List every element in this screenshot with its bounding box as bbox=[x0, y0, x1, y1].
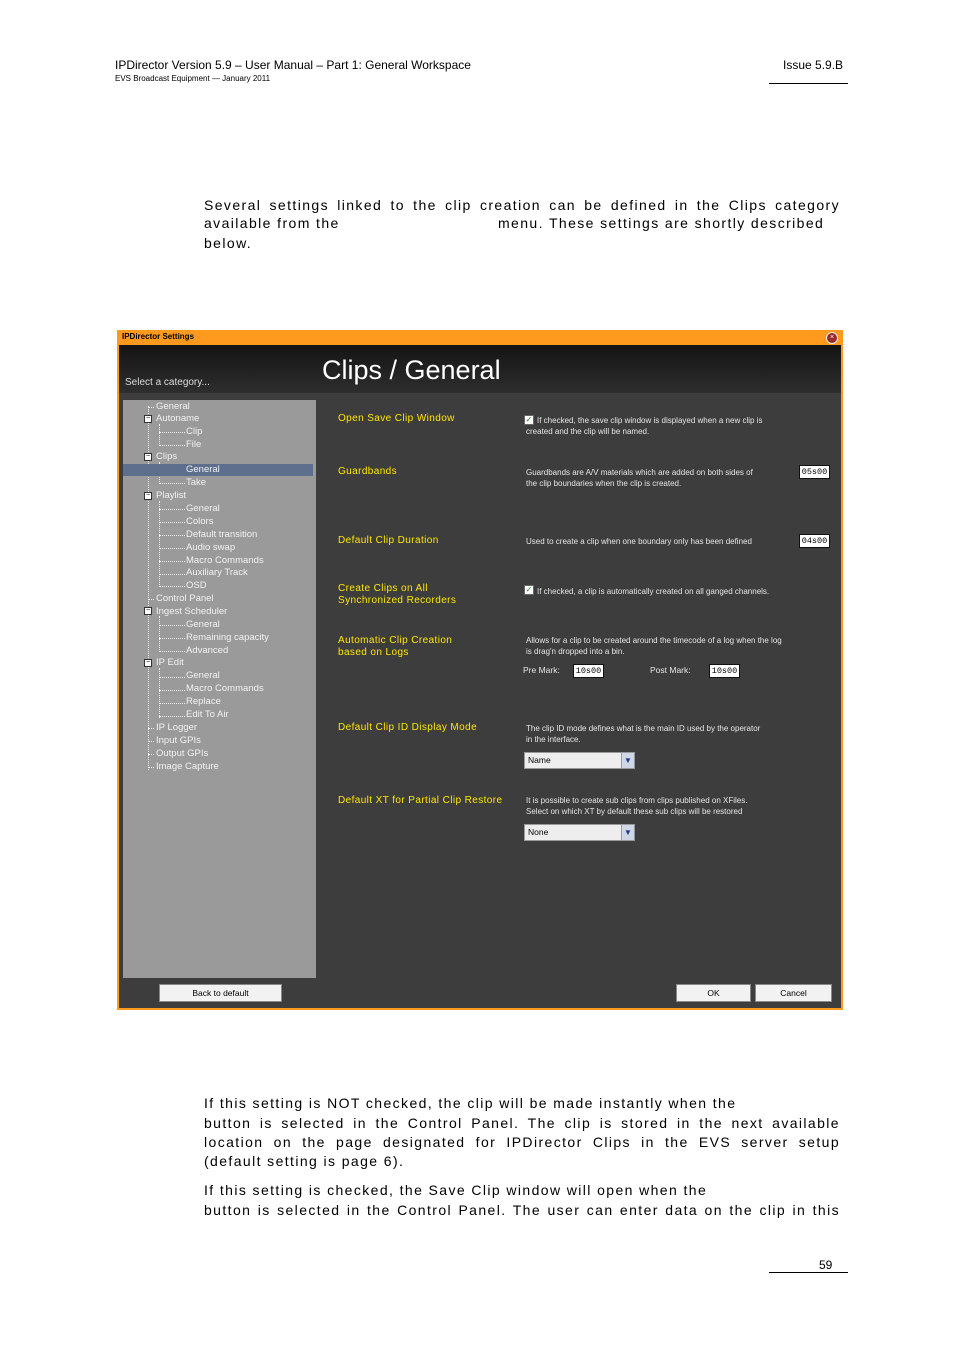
tree-item-playlist-general[interactable]: General bbox=[186, 503, 220, 514]
cancel-button[interactable]: Cancel bbox=[755, 984, 832, 1002]
body-p1-line-4: (default setting is page 6). bbox=[204, 1153, 405, 1169]
tree-item-playlist[interactable]: Playlist bbox=[156, 490, 187, 501]
partial-restore-value: None bbox=[528, 827, 549, 837]
window-titlebar bbox=[117, 330, 843, 345]
window-heading-bar bbox=[119, 345, 841, 393]
default-clip-duration-input[interactable]: 04s00 bbox=[799, 534, 830, 548]
tree-item-ingest-remaining-capacity[interactable]: Remaining capacity bbox=[186, 632, 269, 643]
window-body bbox=[119, 345, 841, 1008]
auto-clip-creation-label-2: based on Logs bbox=[338, 647, 409, 658]
collapse-icon[interactable]: − bbox=[145, 492, 151, 499]
tree-item-ip-edit[interactable]: IP Edit bbox=[156, 657, 184, 668]
default-clip-duration-label: Default Clip Duration bbox=[338, 535, 439, 546]
tree-item-general[interactable]: General bbox=[156, 401, 190, 412]
open-save-clip-desc-1: If checked, the save clip window is displayed when a new clip is bbox=[537, 416, 763, 425]
settings-heading: Clips / General bbox=[322, 355, 501, 385]
tree-item-autoname-file[interactable]: File bbox=[186, 439, 202, 450]
header-title: IPDirector Version 5.9 – User Manual – Part 1: General Workspace bbox=[115, 58, 471, 72]
clip-id-display-mode-label: Default Clip ID Display Mode bbox=[338, 722, 478, 733]
partial-restore-desc-1: It is possible to create sub clips from clips published on XFiles. bbox=[526, 796, 748, 805]
body-p2-line-2: button is selected in the Control Panel. The user can enter data on the clip in this bbox=[204, 1202, 840, 1218]
tree-item-playlist-auxiliary-track[interactable]: Auxiliary Track bbox=[186, 567, 248, 578]
partial-restore-select[interactable] bbox=[524, 824, 635, 841]
partial-restore-label: Default XT for Partial Clip Restore bbox=[338, 795, 503, 806]
tree-item-autoname[interactable]: Autoname bbox=[156, 413, 200, 424]
clip-id-display-mode-desc-1: The clip ID mode defines what is the main ID used by the operator bbox=[526, 724, 761, 733]
guardbands-input[interactable]: 05s00 bbox=[799, 465, 830, 479]
header-subtitle: EVS Broadcast Equipment — January 2011 bbox=[115, 74, 271, 83]
auto-clip-creation-desc-2: is drag'n dropped into a bin. bbox=[526, 647, 625, 656]
tree-item-ingest-general[interactable]: General bbox=[186, 619, 220, 630]
tree-item-clips-take[interactable]: Take bbox=[186, 477, 207, 488]
tree-item-playlist-audio-swap[interactable]: Audio swap bbox=[186, 542, 236, 553]
clip-id-display-mode-value: Name bbox=[528, 755, 551, 765]
header-rule bbox=[769, 83, 848, 84]
collapse-icon[interactable]: − bbox=[145, 415, 151, 422]
tree-item-ingest-scheduler[interactable]: Ingest Scheduler bbox=[156, 606, 228, 617]
intro-line-1: Several settings linked to the clip creation can be defined in the Clips category bbox=[204, 197, 840, 213]
body-p2-line-1: If this setting is checked, the Save Clip window will open when the bbox=[204, 1182, 708, 1198]
tree-item-clips-general[interactable]: General bbox=[123, 464, 313, 476]
open-save-clip-checkbox[interactable]: ✓ bbox=[525, 415, 533, 424]
tree-item-ingest-advanced[interactable]: Advanced bbox=[186, 645, 229, 656]
chevron-down-icon[interactable]: ▼ bbox=[621, 753, 634, 768]
default-clip-duration-desc: Used to create a clip when one boundary only has been defined bbox=[526, 537, 752, 546]
auto-clip-creation-label-1: Automatic Clip Creation bbox=[338, 635, 453, 646]
create-clips-all-checkbox[interactable]: ✓ bbox=[525, 585, 533, 594]
collapse-icon[interactable]: − bbox=[145, 453, 151, 460]
intro-line-3: below. bbox=[204, 235, 253, 251]
body-p1-line-2: button is selected in the Control Panel. The clip is stored in the next available bbox=[204, 1115, 840, 1131]
open-save-clip-desc-2: created and the clip will be named. bbox=[526, 427, 650, 436]
ok-button[interactable]: OK bbox=[676, 984, 751, 1002]
page-number: 59 bbox=[819, 1258, 833, 1272]
back-to-default-button[interactable]: Back to default bbox=[159, 984, 282, 1002]
tree-item-control-panel[interactable]: Control Panel bbox=[156, 593, 214, 604]
intro-line-2a: available from the bbox=[204, 215, 340, 231]
post-mark-input[interactable]: 10s00 bbox=[709, 664, 740, 678]
tree-item-ip-logger[interactable]: IP Logger bbox=[156, 722, 198, 733]
intro-line-2b: menu. These settings are shortly described bbox=[498, 215, 825, 231]
guardbands-desc-1: Guardbands are A/V materials which are added on both sides of bbox=[526, 468, 753, 477]
body-p1-line-3: location on the page designated for IPDirector Clips in the EVS server setup bbox=[204, 1134, 840, 1150]
footer-rule bbox=[769, 1272, 848, 1273]
settings-window bbox=[117, 330, 843, 1010]
tree-item-playlist-colors[interactable]: Colors bbox=[186, 516, 214, 527]
category-tree bbox=[123, 400, 316, 978]
body-p1-line-1: If this setting is NOT checked, the clip will be made instantly when the bbox=[204, 1095, 737, 1111]
open-save-clip-label: Open Save Clip Window bbox=[338, 413, 455, 424]
create-clips-all-desc: If checked, a clip is automatically created on all ganged channels. bbox=[537, 587, 770, 596]
tree-item-playlist-default-transition[interactable]: Default transition bbox=[186, 529, 258, 540]
tree-item-ipedit-edit-to-air[interactable]: Edit To Air bbox=[186, 709, 229, 720]
tree-item-ipedit-general[interactable]: General bbox=[186, 670, 220, 681]
pre-mark-label: Pre Mark: bbox=[523, 665, 560, 675]
tree-item-input-gpis[interactable]: Input GPIs bbox=[156, 735, 201, 746]
partial-restore-desc-2: Select on which XT by default these sub clips will be restored bbox=[526, 807, 743, 816]
tree-item-clips[interactable]: Clips bbox=[156, 451, 178, 462]
tree-item-playlist-osd[interactable]: OSD bbox=[186, 580, 207, 591]
select-category-label: Select a category... bbox=[125, 377, 210, 388]
window-title: IPDirector Settings bbox=[122, 332, 195, 341]
close-icon[interactable]: × bbox=[826, 332, 838, 344]
clip-id-display-mode-select[interactable] bbox=[524, 752, 635, 769]
create-clips-all-label-2: Synchronized Recorders bbox=[338, 595, 457, 606]
collapse-icon[interactable]: − bbox=[145, 659, 151, 666]
tree-item-image-capture[interactable]: Image Capture bbox=[156, 761, 219, 772]
clip-id-display-mode-desc-2: in the interface. bbox=[526, 735, 581, 744]
tree-item-autoname-clip[interactable]: Clip bbox=[186, 426, 203, 437]
pre-mark-input[interactable]: 10s00 bbox=[573, 664, 604, 678]
tree-item-playlist-macro-commands[interactable]: Macro Commands bbox=[186, 555, 264, 566]
guardbands-desc-2: the clip boundaries when the clip is created. bbox=[526, 479, 682, 488]
collapse-icon[interactable]: − bbox=[145, 607, 151, 614]
tree-item-ipedit-replace[interactable]: Replace bbox=[186, 696, 221, 707]
chevron-down-icon[interactable]: ▼ bbox=[621, 825, 634, 840]
auto-clip-creation-desc-1: Allows for a clip to be created around the timecode of a log when the log bbox=[526, 636, 782, 645]
create-clips-all-label-1: Create Clips on All bbox=[338, 583, 428, 594]
tree-item-output-gpis[interactable]: Output GPIs bbox=[156, 748, 209, 759]
tree-item-ipedit-macro-commands[interactable]: Macro Commands bbox=[186, 683, 264, 694]
header-issue: Issue 5.9.B bbox=[783, 58, 844, 72]
post-mark-label: Post Mark: bbox=[650, 665, 691, 675]
guardbands-label: Guardbands bbox=[338, 466, 398, 477]
